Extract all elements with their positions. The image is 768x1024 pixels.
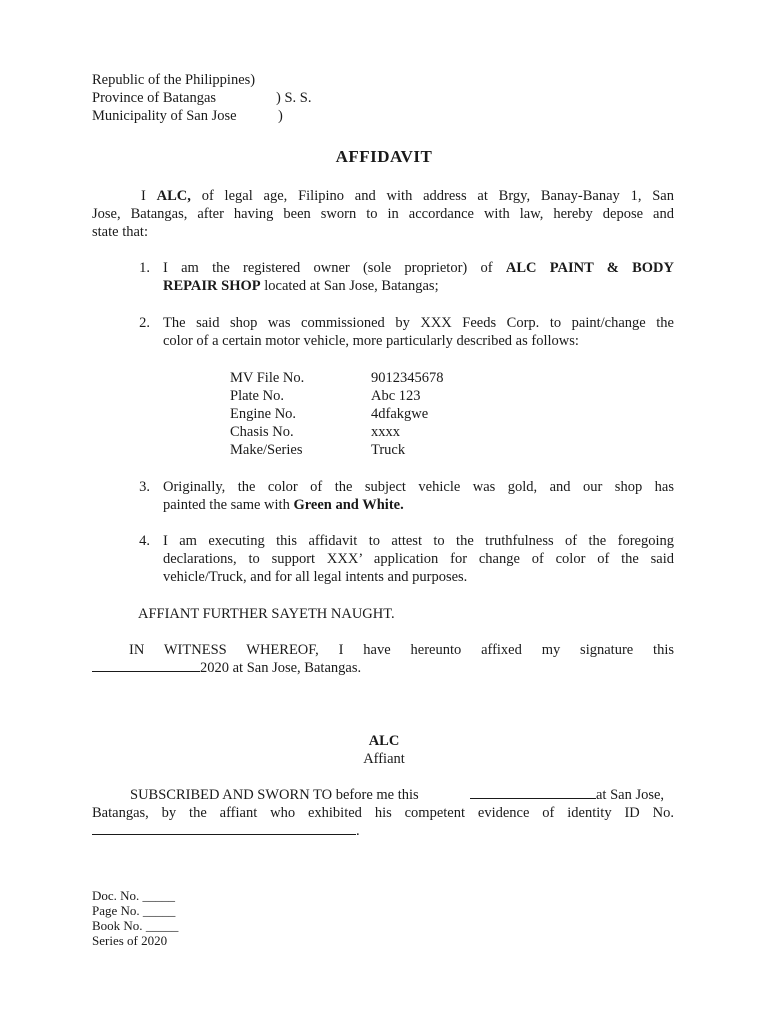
table-row (230, 423, 444, 441)
affiant-label: Affiant (363, 751, 405, 767)
naught-line: AFFIANT FURTHER SAYETH NAUGHT. (138, 606, 395, 622)
item-text: I am the registered owner (sole proprietor) of (163, 260, 493, 276)
affiant-name: ALC (368, 733, 400, 749)
item-text: Originally, the color of the subject vehicle was gold, and our shop has (163, 479, 674, 495)
venue-line (92, 71, 392, 89)
venue-line (92, 89, 392, 107)
notarial-line (92, 902, 178, 917)
affiant-name-inline: ALC, (156, 188, 191, 204)
witness-paragraph (92, 641, 674, 677)
witness-line2: 2020 at San Jose, Batangas. (200, 660, 362, 676)
jurat-text: at San Jose, (596, 787, 665, 803)
vehicle-value: 9012345678 (371, 370, 444, 386)
item-text: declarations, to support XXX’ application for change of color of the said (163, 551, 674, 567)
jurat-date-blank (470, 786, 596, 799)
date-blank (92, 659, 200, 672)
notarial-line (92, 932, 178, 947)
item-text: vehicle/Truck, and for all legal intents and purposes. (163, 569, 468, 585)
list-item (130, 478, 674, 514)
intro-paragraph (92, 187, 674, 241)
venue-text: Municipality of San Jose (92, 108, 237, 124)
vehicle-label: Plate No. (230, 388, 284, 404)
witness-line1: IN WITNESS WHEREOF, I have hereunto affixed my signature this (129, 642, 674, 658)
table-row (230, 387, 444, 405)
vehicle-label: MV File No. (230, 370, 305, 386)
intro-line1: of legal age, Filipino and with address at Brgy, Banay-Banay 1, San (201, 188, 674, 204)
table-row (230, 369, 444, 387)
shop-name-cont: REPAIR SHOP (163, 278, 261, 294)
intro-i: I (141, 188, 146, 204)
list-item (130, 532, 674, 586)
jurat-paragraph (92, 786, 674, 840)
table-row (230, 405, 444, 423)
item-text: painted the same with (163, 497, 290, 513)
intro-line2: Jose, Batangas, after having been sworn to in accordance with law, hereby depose and (92, 206, 674, 222)
intro-line3: state that: (92, 224, 148, 240)
jurat-text: SUBSCRIBED AND SWORN TO before me this (130, 787, 419, 803)
jurat-line2: Batangas, by the affiant who exhibited his competent evidence of identity ID No. (92, 805, 674, 821)
table-row (230, 441, 444, 459)
venue-paren: ) (276, 90, 281, 106)
item-text: The said shop was commissioned by XXX Feeds Corp. to paint/change the (163, 315, 674, 331)
jurat-text: . (356, 823, 360, 839)
venue-paren: ) (278, 108, 283, 124)
notarial-blank: _____ (142, 903, 176, 918)
notarial-line (92, 887, 178, 902)
venue-line (92, 107, 392, 125)
affiant-signature-block (0, 732, 768, 768)
vehicle-details-table (230, 369, 444, 459)
item-number: 1. (139, 260, 150, 276)
item-text: located at San Jose, Batangas; (264, 278, 439, 294)
list-item (130, 259, 674, 295)
vehicle-value: Truck (371, 442, 406, 458)
vehicle-value: 4dfakgwe (371, 406, 429, 422)
notarial-label: Doc. No. (92, 888, 140, 903)
vehicle-value: xxxx (371, 424, 400, 440)
shop-name: ALC PAINT & BODY (505, 260, 674, 276)
document-title: AFFIDAVIT (335, 147, 433, 166)
vehicle-label: Make/Series (230, 442, 303, 458)
venue-text: Province of Batangas (92, 90, 217, 106)
item-number: 2. (139, 315, 150, 331)
notarial-blank: _____ (142, 888, 176, 903)
item-number: 3. (139, 479, 150, 495)
venue-paren: ) (250, 72, 256, 88)
item-text: I am executing this affidavit to attest to the truthfulness of the foregoing (163, 533, 674, 549)
notarial-label: Series of 2020 (92, 933, 168, 948)
item-number: 4. (139, 533, 150, 549)
list-item (130, 314, 674, 350)
notarial-line (92, 917, 178, 932)
vehicle-value: Abc 123 (371, 388, 421, 404)
venue-block (92, 71, 392, 125)
venue-text: Republic of the Philippines (92, 72, 251, 88)
notarial-label: Book No. (92, 918, 143, 933)
vehicle-label: Chasis No. (230, 424, 294, 440)
venue-ss: S. S. (284, 90, 312, 106)
notarial-label: Page No. (92, 903, 140, 918)
notarial-footer (92, 887, 178, 947)
item-text: color of a certain motor vehicle, more particularly described as follows: (163, 333, 579, 349)
id-number-blank (92, 822, 356, 835)
notarial-blank: _____ (145, 918, 179, 933)
vehicle-label: Engine No. (230, 406, 297, 422)
new-color: Green and White. (293, 497, 404, 513)
